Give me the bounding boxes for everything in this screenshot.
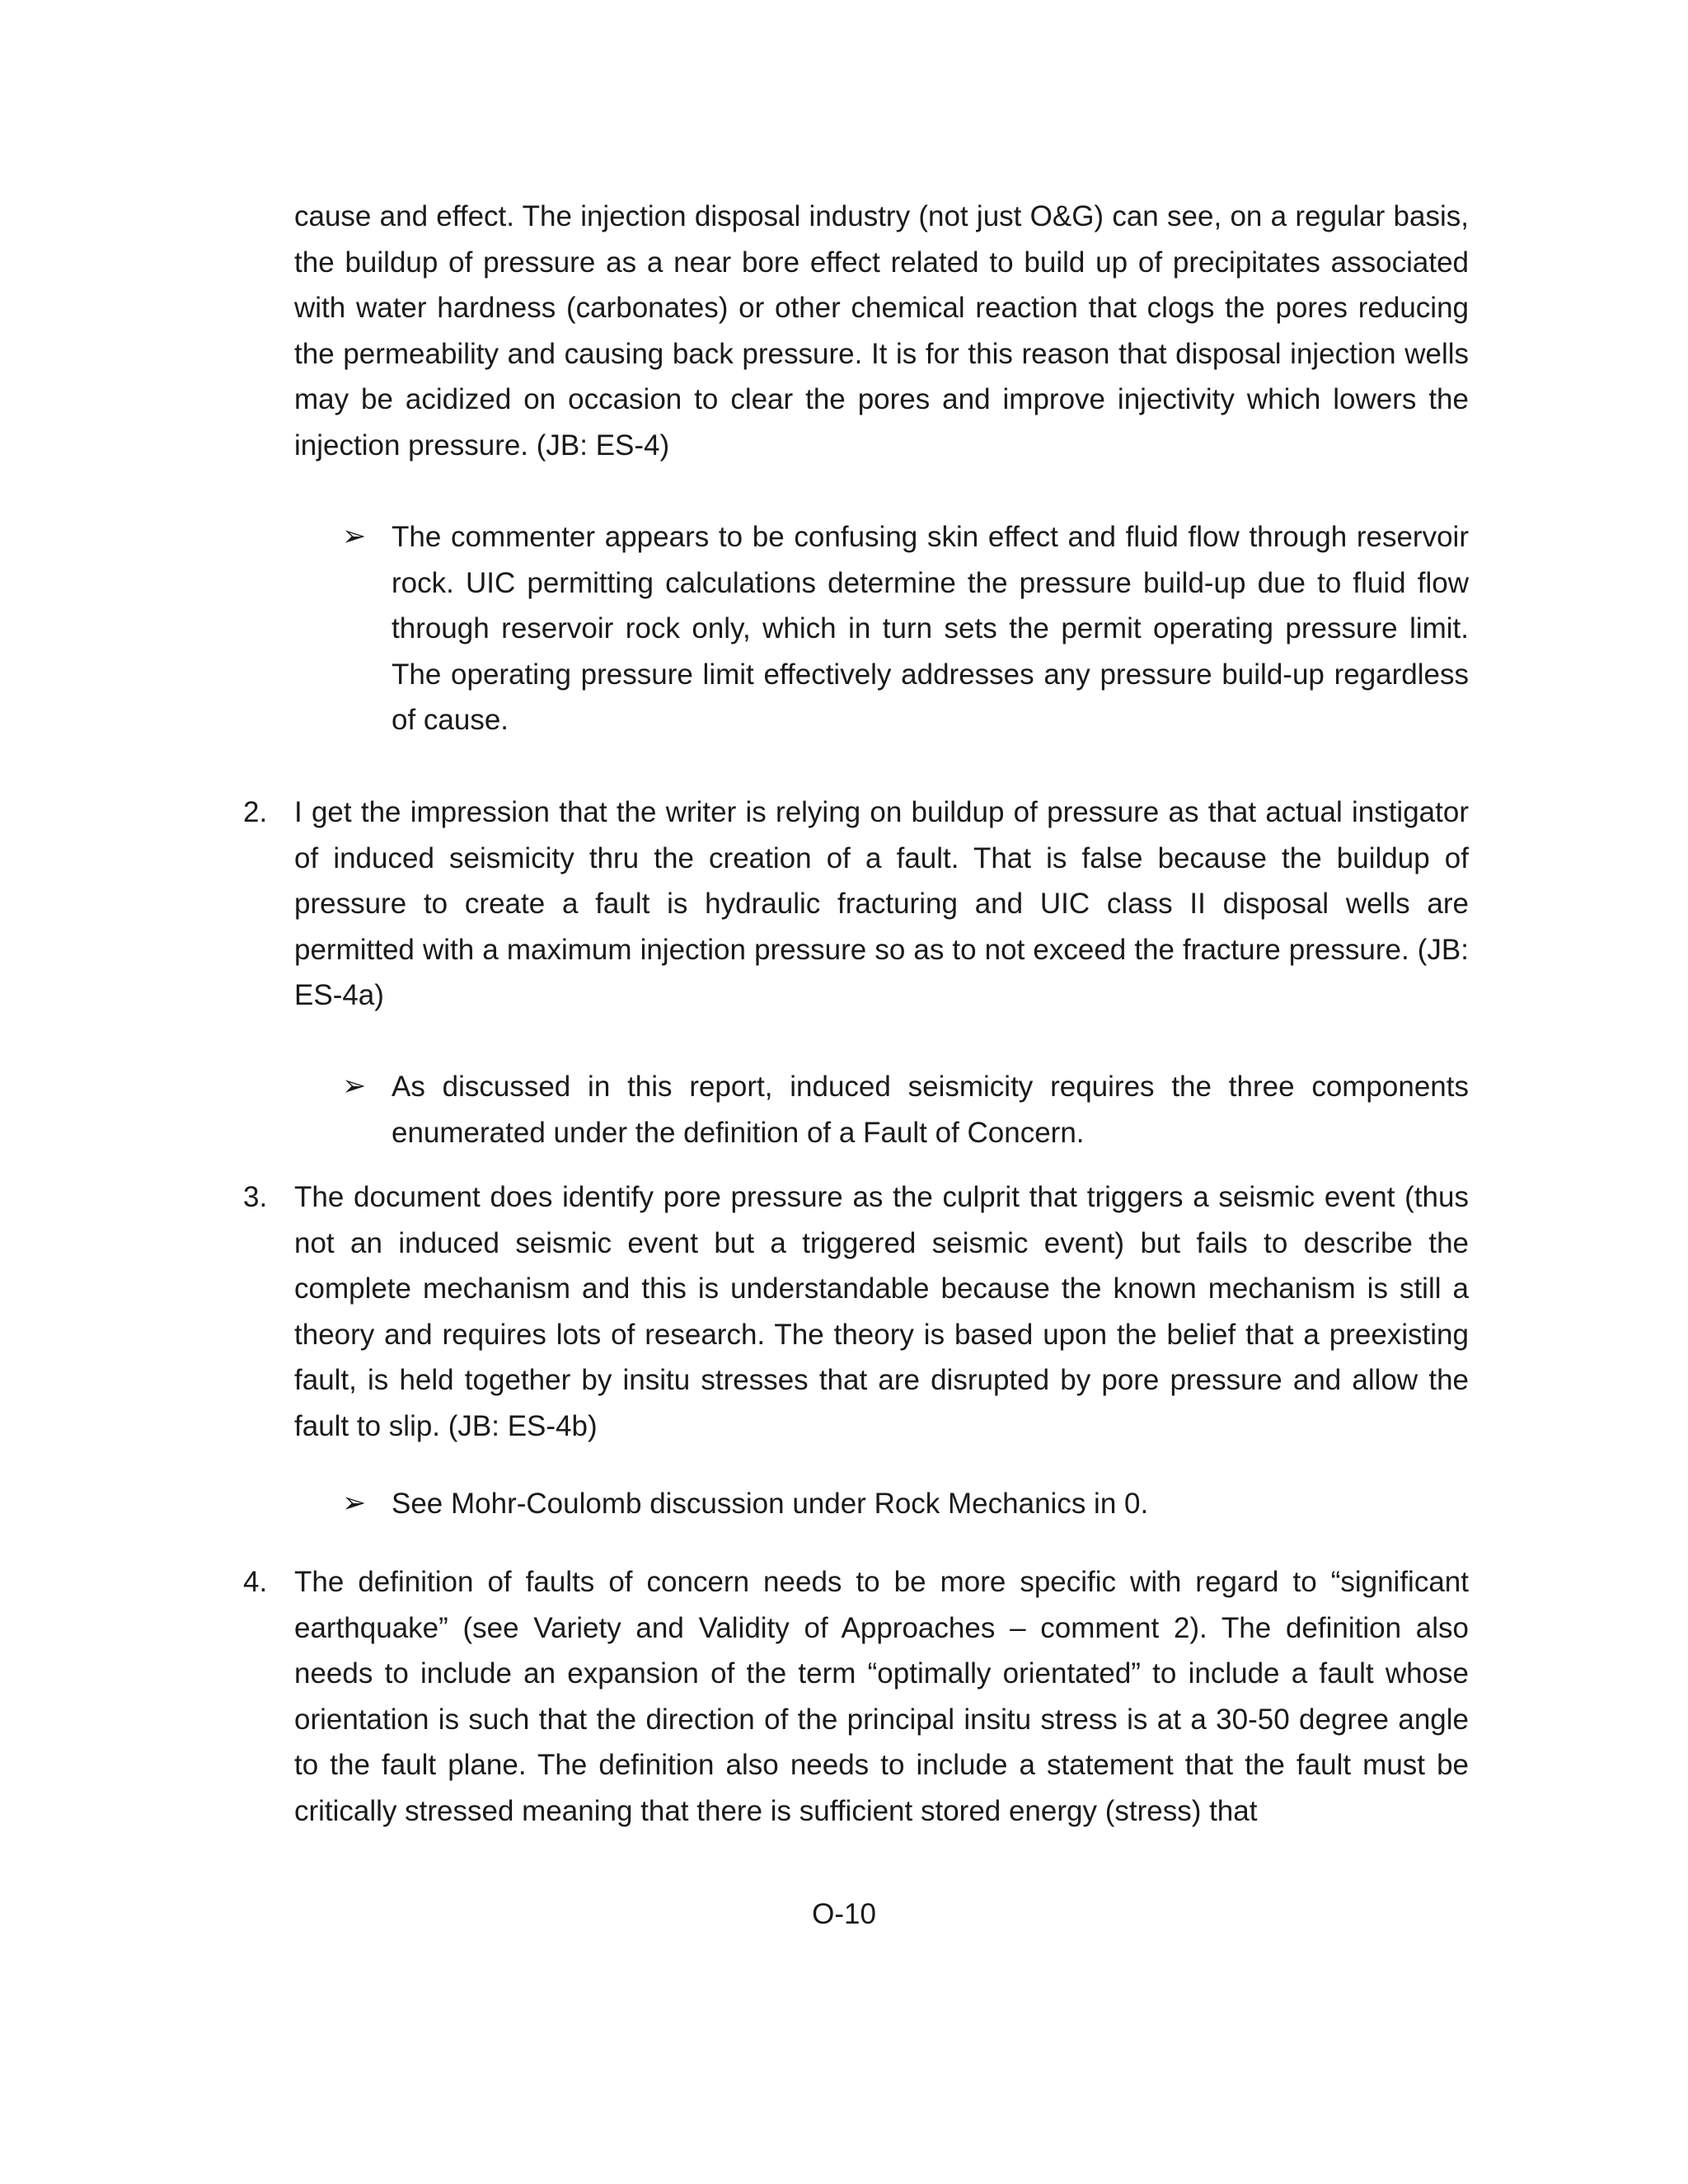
response-text-2: As discussed in this report, induced seismicity requires the three components enumerated under the definition of a Fault of Concern. [392,1071,1469,1149]
arrow-bullet-icon: ➢ [342,1487,367,1520]
list-number-3: 3. [243,1181,268,1213]
arrow-bullet-icon: ➢ [342,1070,367,1103]
page-number: O-10 [812,1898,876,1930]
arrow-bullet-icon: ➢ [342,520,367,553]
list-text-2: I get the impression that the writer is relying on buildup of pressure as that actual instigator of induced seismicity thru the creation of a fault. That is false because the buildup of pressure to create a fault is hydraulic fracturing and UIC class II disposal wells are permitted with a maximum injection pressure so as to not exceed the fracture pressure. (JB: ES-4a) [294,796,1469,1012]
list-number-2: 2. [243,796,268,828]
response-text-1: The commenter appears to be confusing skin effect and fluid flow through reservoir rock. UIC permitting calculations determine the pressure build-up due to fluid flow through reservoir rock only, which in turn sets the permit operating pressure limit. The operating pressure limit effectively addresses any pressure build-up regardless of cause. [392,521,1469,737]
list-text-3: The document does identify pore pressure as the culprit that triggers a seismic event (thus not an induced seismic event but a triggered seismic event) but fails to describe the complete mechanism and this is understandable because the known mechanism is still a theory and requires lots of research. The theory is based upon the belief that a preexisting fault, is held together by insitu stresses that are disrupted by pore pressure and allow the fault to slip. (JB: ES-4b) [294,1181,1469,1442]
intro-paragraph: cause and effect. The injection disposal industry (not just O&G) can see, on a regular basis, the buildup of pressure as a near bore effect related to build up of precipitates associated with water hardness (carbonates) or other chemical reaction that clogs the pores reducing the permeability and causing back pressure. It is for this reason that disposal injection wells may be acidized on occasion to clear the pores and improve injectivity which lowers the injection pressure. (JB: ES-4) [294,200,1469,462]
response-text-3: See Mohr-Coulomb discussion under Rock Mechanics in 0. [392,1488,1149,1520]
list-number-4: 4. [243,1566,268,1598]
list-text-4: The definition of faults of concern needs to be more specific with regard to “significant earthquake” (see Variety and Validity of Approaches – comment 2). The definition also needs to include an expansion of the term “optimally orientated” to include a fault whose orientation is such that the direction of the principal insitu stress is at a 30-50 degree angle to the fault plane. The definition also needs to include a statement that the fault must be critically stressed meaning that there is sufficient stored energy (stress) that [294,1566,1469,1827]
